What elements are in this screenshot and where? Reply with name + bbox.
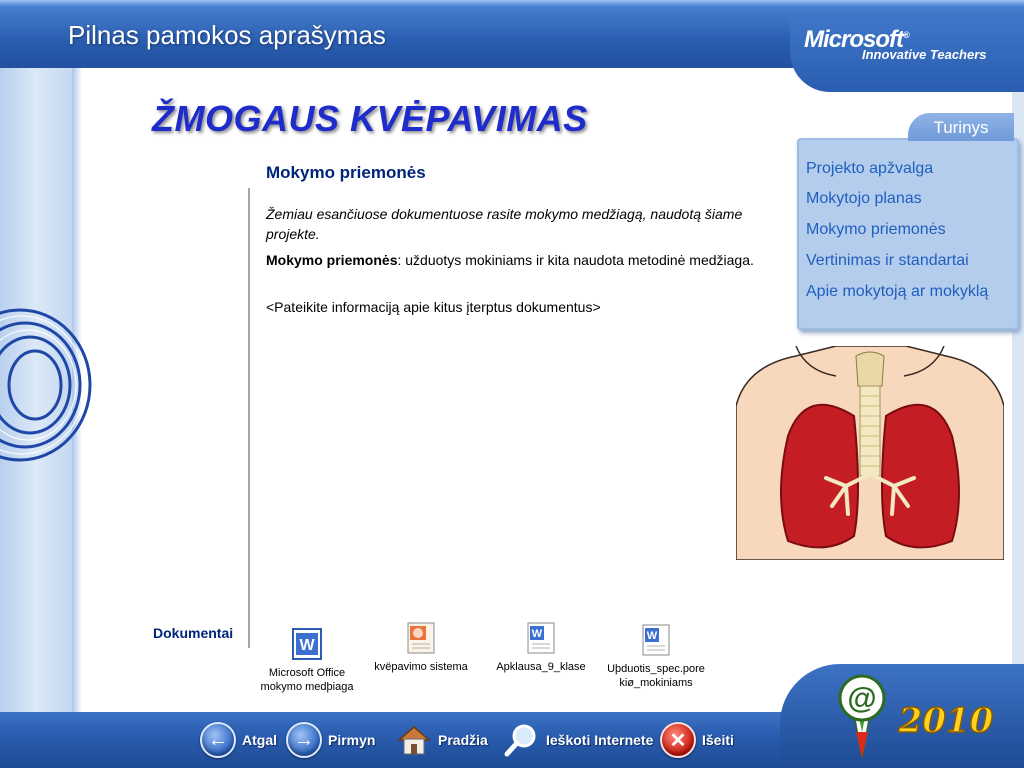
microsoft-logo: Microsoft®: [804, 26, 909, 53]
close-icon: ✕: [660, 722, 696, 758]
year-text: 2010: [898, 701, 994, 741]
document-label: Apklausa_9_klase: [496, 661, 586, 673]
exit-label: Išeiti: [702, 732, 734, 748]
svg-text:W: W: [646, 630, 658, 642]
sidebar-item-about[interactable]: Apie mokytoją ar mokyklą: [806, 283, 989, 300]
sidebar-item-project-overview[interactable]: Projekto apžvalga: [806, 160, 934, 177]
home-icon: [396, 723, 432, 757]
search-web-button[interactable]: [504, 718, 653, 762]
materials-bold: Mokymo priemonės: [266, 252, 398, 268]
svg-text:W: W: [531, 628, 543, 640]
back-label: Atgal: [242, 732, 277, 748]
arrow-left-icon: ←: [200, 722, 236, 758]
sidebar-item-teaching-materials[interactable]: Mokymo priemonės: [806, 221, 946, 238]
word-icon: [526, 622, 556, 654]
word-icon: [641, 624, 671, 656]
arrow-right-icon: →: [286, 722, 322, 758]
content-divider: [248, 188, 250, 648]
document-item[interactable]: [598, 624, 714, 690]
document-label: kvëpavimo sistema: [374, 661, 468, 673]
placeholder-text: <Pateikite informaciją apie kitus įterptus dokumentus>: [266, 299, 601, 315]
home-label: Pradžia: [438, 732, 488, 748]
section-heading: Mokymo priemonės: [266, 163, 426, 182]
materials-text: [266, 250, 766, 270]
app-title: Pilnas pamokos aprašymas: [68, 20, 386, 50]
svg-text:W: W: [299, 637, 315, 654]
search-web-label: Ieškoti Internete: [546, 732, 654, 748]
documents-label: Dokumentai: [153, 625, 234, 641]
powerpoint-icon: [406, 622, 436, 654]
innovative-teachers-logo: Innovative Teachers: [862, 47, 987, 62]
sidebar-item-teacher-plan[interactable]: Mokytojo planas: [806, 190, 922, 207]
svg-text:@: @: [847, 682, 877, 715]
document-label: Microsoft Office mokymo medþiaga: [260, 667, 354, 693]
exit-button[interactable]: [660, 718, 734, 762]
lungs-illustration: [736, 346, 1004, 560]
contents-tab[interactable]: Turinys: [908, 113, 1014, 141]
intro-text: Žemiau esančiuose dokumentuose rasite mokymo medžiagą, naudotą šiame projekte.: [266, 206, 743, 242]
materials-rest: : užduotys mokiniams ir kita naudota metodinė medžiaga.: [397, 252, 754, 268]
document-label: Uþduotis_spec.pore kiø_mokiniams: [607, 663, 705, 689]
document-item[interactable]: [486, 622, 596, 674]
page-title: ŽMOGAUS KVĖPAVIMAS: [152, 98, 588, 139]
header-shine: [0, 0, 1024, 6]
word-icon: [292, 628, 322, 660]
year-2010-logo: [830, 672, 1010, 762]
forward-label: Pirmyn: [328, 732, 376, 748]
home-button[interactable]: [396, 718, 488, 762]
swirl-decoration: [0, 300, 100, 470]
document-item[interactable]: [366, 622, 476, 674]
search-icon: [504, 722, 540, 758]
back-button[interactable]: [200, 718, 277, 762]
document-item[interactable]: [252, 628, 362, 694]
sidebar-item-assessment[interactable]: Vertinimas ir standartai: [806, 252, 969, 269]
forward-button[interactable]: [286, 718, 375, 762]
